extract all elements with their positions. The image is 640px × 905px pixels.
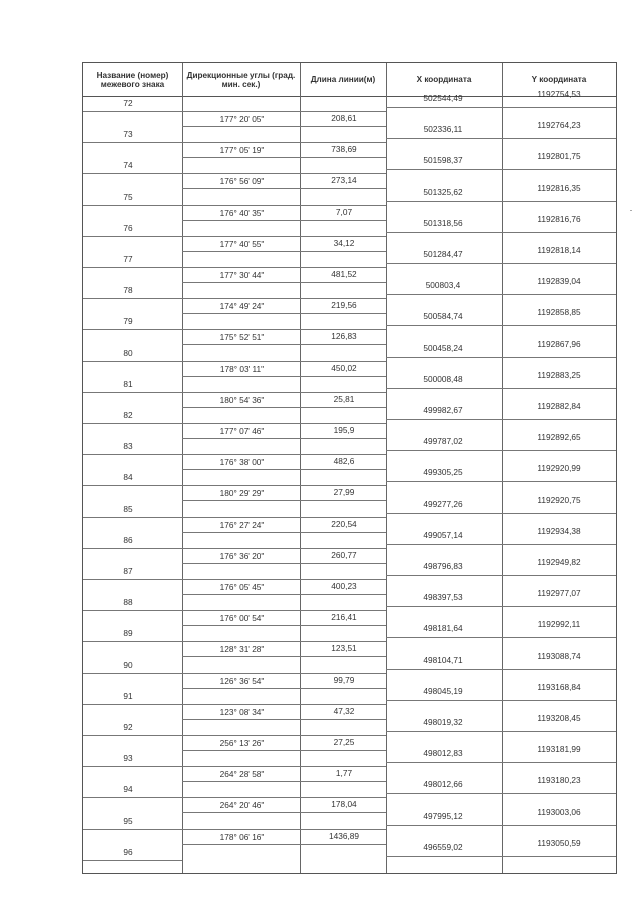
line-length: 99,79 <box>333 674 355 685</box>
point-number: 81 <box>123 378 133 389</box>
y-coordinate: 1192816,35 <box>537 182 581 193</box>
y-coordinate: 1192839,04 <box>537 276 581 287</box>
y-coordinate: 1193050,59 <box>537 837 581 848</box>
row-divider <box>83 142 182 143</box>
row-divider <box>182 469 386 470</box>
point-number: 82 <box>123 410 133 420</box>
point-number: 73 <box>123 129 133 140</box>
row-divider <box>182 563 386 564</box>
row-divider <box>83 704 182 705</box>
x-coordinate: 499305,25 <box>423 467 463 478</box>
line-length: 1436,89 <box>329 830 359 841</box>
segment-divider <box>182 423 386 424</box>
point-number: 91 <box>123 690 133 701</box>
row-divider <box>83 797 182 798</box>
point-number: 96 <box>123 846 133 857</box>
segment-divider <box>182 267 386 268</box>
y-coordinate: 1192882,84 <box>537 401 581 411</box>
line-length: 34,12 <box>333 237 355 248</box>
line-length: 27,99 <box>333 487 355 498</box>
line-length: 482,6 <box>333 456 355 467</box>
direction-angle: 256° 13' 26" <box>219 738 265 748</box>
direction-angle: 180° 29' 29" <box>219 488 265 499</box>
direction-angle: 264° 28' 58" <box>219 769 265 780</box>
line-length: 195,9 <box>333 425 355 435</box>
y-coordinate: 1193003,06 <box>537 806 581 817</box>
header-length: Длина линии(м) <box>310 75 376 84</box>
line-length: 27,25 <box>333 737 355 747</box>
row-divider <box>83 173 182 174</box>
row-divider <box>182 812 386 813</box>
line-length: 47,32 <box>333 705 355 716</box>
row-divider <box>386 481 616 482</box>
line-length: 481,52 <box>331 269 357 279</box>
y-coordinate: 1192934,38 <box>537 525 581 536</box>
segment-divider <box>182 329 386 330</box>
x-coordinate: 497995,12 <box>423 810 463 821</box>
direction-angle: 177° 40' 55" <box>219 238 265 249</box>
line-length: 219,56 <box>331 300 357 311</box>
row-divider <box>83 735 182 736</box>
row-divider <box>386 544 616 545</box>
point-number: 87 <box>123 566 133 576</box>
direction-angle: 128° 31' 28" <box>219 644 265 655</box>
x-coordinate: 500008,48 <box>423 373 463 384</box>
row-divider <box>182 188 386 189</box>
header-angle: Дирекционные углы (град. мин. сек.) <box>186 70 296 89</box>
segment-divider <box>182 454 386 455</box>
row-divider <box>386 357 616 358</box>
point-number: 92 <box>123 722 133 732</box>
y-coordinate: 1192816,76 <box>537 213 581 224</box>
direction-angle: 174° 49' 24" <box>219 301 265 312</box>
x-coordinate: 499057,14 <box>423 529 463 540</box>
point-number: 74 <box>123 160 133 171</box>
x-coordinate: 501284,47 <box>423 249 463 259</box>
direction-angle: 178° 06' 16" <box>219 831 265 842</box>
x-coordinate: 498012,83 <box>423 748 463 759</box>
direction-angle: 175° 52' 51" <box>219 332 265 343</box>
segment-divider <box>182 205 386 206</box>
row-divider <box>83 517 182 518</box>
row-divider <box>182 438 386 439</box>
line-length: 450,02 <box>331 362 357 373</box>
direction-angle: 180° 54' 36" <box>219 394 265 405</box>
point-number: 76 <box>123 222 133 233</box>
point-number: 93 <box>123 753 133 764</box>
line-length: 123,51 <box>331 643 357 654</box>
row-divider <box>83 361 182 362</box>
header-y: Y координата <box>531 75 587 84</box>
y-coordinate: 1192977,07 <box>537 588 581 599</box>
y-coordinate: 1192867,96 <box>537 338 581 349</box>
header-x: X координата <box>416 75 472 84</box>
direction-angle: 176° 05' 45" <box>219 582 265 592</box>
row-divider <box>386 107 616 108</box>
point-number: 78 <box>123 285 133 296</box>
line-length: 273,14 <box>331 175 357 186</box>
row-divider <box>386 731 616 732</box>
row-divider <box>386 232 616 233</box>
x-coordinate: 498104,71 <box>423 654 463 665</box>
row-divider <box>83 236 182 237</box>
row-divider <box>386 450 616 451</box>
line-length: 208,61 <box>331 113 357 123</box>
direction-angle: 177° 30' 44" <box>219 270 265 280</box>
point-number: 85 <box>123 503 133 514</box>
point-number: 72 <box>123 98 133 108</box>
segment-divider <box>182 298 386 299</box>
row-divider <box>182 220 386 221</box>
x-coordinate: 498045,19 <box>423 685 463 696</box>
point-number: 80 <box>123 347 133 358</box>
segment-divider <box>182 111 386 112</box>
row-divider <box>83 111 182 112</box>
row-divider <box>83 329 182 330</box>
segment-divider <box>182 485 386 486</box>
segment-divider <box>182 829 386 830</box>
row-divider <box>182 282 386 283</box>
line-length: 1,77 <box>335 768 353 779</box>
row-divider <box>83 579 182 580</box>
row-divider <box>83 673 182 674</box>
row-divider <box>182 750 386 751</box>
segment-divider <box>182 797 386 798</box>
x-coordinate: 500584,74 <box>423 311 463 322</box>
y-coordinate: 1192920,99 <box>537 463 581 474</box>
row-divider <box>182 313 386 314</box>
row-divider <box>386 793 616 794</box>
direction-angle: 176° 36' 20" <box>219 550 265 561</box>
row-divider <box>83 423 182 424</box>
point-number: 88 <box>123 597 133 608</box>
direction-angle: 126° 36' 54" <box>219 675 265 686</box>
x-coordinate: 499277,26 <box>423 498 463 509</box>
row-divider <box>386 575 616 576</box>
row-divider <box>386 169 616 170</box>
y-coordinate: 1192764,23 <box>537 120 581 131</box>
x-coordinate: 500803,4 <box>425 280 461 291</box>
y-coordinate: 1192818,14 <box>537 245 581 255</box>
row-divider <box>182 688 386 689</box>
segment-divider <box>182 392 386 393</box>
x-coordinate: 499982,67 <box>423 405 463 415</box>
point-number: 90 <box>123 659 133 670</box>
row-divider <box>83 766 182 767</box>
line-length: 25,81 <box>333 393 355 404</box>
segment-divider <box>182 173 386 174</box>
row-divider <box>386 388 616 389</box>
x-coordinate: 502544,49 <box>423 93 463 103</box>
direction-angle: 176° 27' 24" <box>219 519 265 530</box>
direction-angle: 176° 38' 00" <box>219 457 265 468</box>
point-number: 95 <box>123 815 133 826</box>
row-divider <box>386 762 616 763</box>
row-divider <box>386 825 616 826</box>
point-number: 79 <box>123 316 133 327</box>
row-divider <box>386 294 616 295</box>
x-coordinate: 496559,02 <box>423 841 463 852</box>
point-number: 83 <box>123 441 133 452</box>
segment-divider <box>182 361 386 362</box>
row-divider <box>182 719 386 720</box>
segment-divider <box>182 579 386 580</box>
segment-divider <box>182 735 386 736</box>
row-divider <box>83 860 182 861</box>
segment-divider <box>182 142 386 143</box>
point-number: 89 <box>123 628 133 639</box>
point-number: 84 <box>123 472 133 483</box>
x-coordinate: 498019,32 <box>423 717 463 727</box>
x-coordinate: 498181,64 <box>423 623 463 634</box>
y-coordinate: 1192754,53 <box>537 89 581 99</box>
y-coordinate: 1192920,75 <box>537 494 581 505</box>
row-divider <box>83 267 182 268</box>
y-coordinate: 1193180,23 <box>537 775 581 786</box>
row-divider <box>182 656 386 657</box>
row-divider <box>83 610 182 611</box>
row-divider <box>83 298 182 299</box>
direction-angle: 176° 56' 09" <box>219 176 265 187</box>
row-divider <box>386 138 616 139</box>
y-coordinate: 1193088,74 <box>537 650 581 661</box>
segment-divider <box>182 610 386 611</box>
row-divider <box>386 700 616 701</box>
direction-angle: 178° 03' 11" <box>219 363 265 374</box>
y-coordinate: 1192949,82 <box>537 557 581 567</box>
y-coordinate: 1192858,85 <box>537 307 581 318</box>
segment-divider <box>182 641 386 642</box>
row-divider <box>182 251 386 252</box>
direction-angle: 176° 00' 54" <box>219 613 265 624</box>
y-coordinate: 1192992,11 <box>537 619 581 630</box>
x-coordinate: 500458,24 <box>423 342 463 353</box>
x-coordinate: 502336,11 <box>423 124 463 135</box>
row-divider <box>182 126 386 127</box>
row-divider <box>182 844 386 845</box>
segment-divider <box>182 236 386 237</box>
coordinates-table <box>82 62 617 874</box>
row-divider <box>83 829 182 830</box>
direction-angle: 177° 07' 46" <box>219 426 265 436</box>
segment-divider <box>182 673 386 674</box>
y-coordinate: 1192883,25 <box>537 369 581 380</box>
row-divider <box>182 157 386 158</box>
row-divider <box>83 548 182 549</box>
line-length: 260,77 <box>331 549 357 560</box>
row-divider <box>386 637 616 638</box>
direction-angle: 264° 20' 46" <box>219 800 265 811</box>
row-divider <box>83 641 182 642</box>
margin-mark <box>630 210 632 211</box>
row-divider <box>182 407 386 408</box>
row-divider <box>386 513 616 514</box>
row-divider <box>182 344 386 345</box>
row-divider <box>386 856 616 857</box>
point-number: 75 <box>123 191 133 202</box>
segment-divider <box>182 704 386 705</box>
row-divider <box>386 201 616 202</box>
row-divider <box>386 325 616 326</box>
row-divider <box>83 392 182 393</box>
direction-angle: 177° 05' 19" <box>219 145 265 156</box>
line-length: 7,07 <box>335 206 353 217</box>
line-length: 738,69 <box>331 144 357 155</box>
line-length: 220,54 <box>331 518 357 529</box>
x-coordinate: 501325,62 <box>423 186 463 197</box>
direction-angle: 123° 08' 34" <box>219 706 265 717</box>
row-divider <box>182 781 386 782</box>
row-divider <box>83 454 182 455</box>
header-name: Название (номер) межевого знака <box>96 70 169 89</box>
point-number: 77 <box>123 254 133 264</box>
x-coordinate: 498012,66 <box>423 779 463 790</box>
row-divider <box>386 263 616 264</box>
y-coordinate: 1193168,84 <box>537 681 581 692</box>
line-length: 400,23 <box>331 581 357 591</box>
y-coordinate: 1193181,99 <box>537 744 581 755</box>
point-number: 86 <box>123 534 133 545</box>
x-coordinate: 499787,02 <box>423 436 463 447</box>
row-divider <box>386 419 616 420</box>
row-divider <box>182 376 386 377</box>
row-divider <box>386 669 616 670</box>
x-coordinate: 501598,37 <box>423 155 463 166</box>
row-divider <box>182 625 386 626</box>
row-divider <box>83 205 182 206</box>
point-number: 94 <box>123 784 133 795</box>
direction-angle: 176° 40' 35" <box>219 207 265 218</box>
line-length: 126,83 <box>331 331 357 342</box>
y-coordinate: 1192892,65 <box>537 432 581 443</box>
segment-divider <box>182 766 386 767</box>
line-length: 178,04 <box>331 799 357 810</box>
y-coordinate: 1193208,45 <box>537 713 581 723</box>
x-coordinate: 501318,56 <box>423 217 463 228</box>
x-coordinate: 498397,53 <box>423 592 463 603</box>
row-divider <box>182 532 386 533</box>
line-length: 216,41 <box>331 612 357 623</box>
x-coordinate: 498796,83 <box>423 561 463 571</box>
row-divider <box>182 594 386 595</box>
y-coordinate: 1192801,75 <box>537 151 581 162</box>
row-divider <box>83 485 182 486</box>
row-divider <box>182 500 386 501</box>
direction-angle: 177° 20' 05" <box>219 114 265 124</box>
segment-divider <box>182 548 386 549</box>
row-divider <box>386 606 616 607</box>
segment-divider <box>182 517 386 518</box>
